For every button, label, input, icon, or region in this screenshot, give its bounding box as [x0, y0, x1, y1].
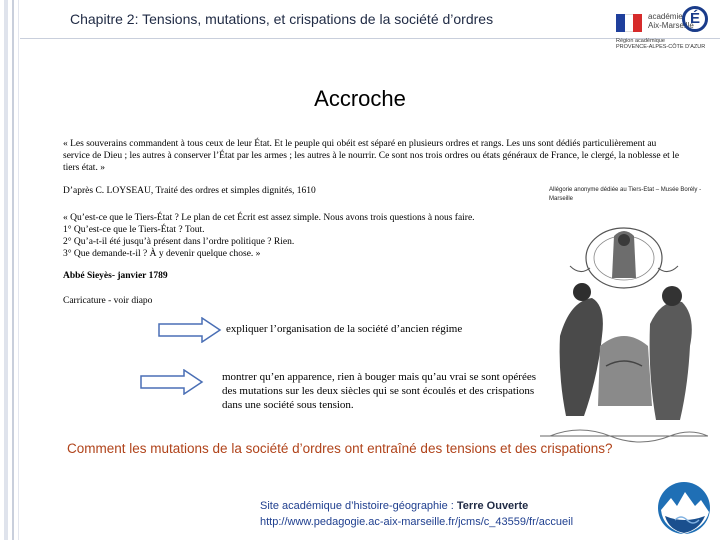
- page-title: Chapitre 2: Tensions, mutations, et crispations de la société d’ordres: [70, 11, 494, 27]
- arrow-right-icon: [158, 317, 222, 343]
- caricature-note: Carricature - voir diapo: [63, 296, 153, 306]
- decorative-bar: [12, 0, 14, 540]
- decorative-bar: [4, 0, 8, 540]
- sieyes-source: Abbé Sieyès- janvier 1789: [63, 271, 168, 281]
- logo-region: Région académique PROVENCE-ALPES-CÔTE D’AZUR: [616, 38, 706, 50]
- footer-site: [260, 500, 528, 512]
- decorative-bar: [18, 0, 19, 540]
- loyseau-quote: « Les souverains commandent à tous ceux de leur État. Et le peuple qui obéit est séparé en plusieurs ordres et rangs. Les uns sont dédiés particulièrement au service de Dieu ; les autres à conserver l’État par les armes ; les autres à le nourrir. Ce sont nos trois ordres ou états généraux de France, le clergé, la noblesse et le tiers état. »: [63, 139, 680, 173]
- problem-question: Comment les mutations de la société d’ordres ont entraîné des tensions et des crispations?: [67, 441, 613, 456]
- footer-prefix: Site académique d’histoire-géographie :: [260, 500, 457, 512]
- quote-line: « Qu’est-ce que le Tiers-État ? Le plan de cet Écrit est assez simple. Nous avons trois questions à nous faire.: [63, 213, 475, 223]
- task-explain: expliquer l’organisation de la société d’ancien régime: [226, 323, 463, 335]
- quote-line: 1° Qu’est-ce que le Tiers-État ? Tout.: [63, 225, 205, 235]
- academie-logo: [612, 4, 714, 52]
- logo-text: académie Aix-Marseille: [648, 12, 694, 30]
- quote-line: 2° Qu’a-t-il été jusqu’à présent dans l’ordre politique ? Rien.: [63, 237, 295, 247]
- quote-line: 3° Que demande-t-il ? À y devenir quelque chose. »: [63, 249, 261, 259]
- footer-url-link[interactable]: http://www.pedagogie.ac-aix-marseille.fr/jcms/c_43559/fr/accueil: [260, 516, 574, 528]
- loyseau-source: D’après C. LOYSEAU, Traité des ordres et simples dignités, 1610: [63, 186, 316, 196]
- academie-e-icon: É: [682, 6, 708, 32]
- image-caption: Allégorie anonyme dédiée au Tiers-Etat – Musée Borély - Marseille: [549, 187, 702, 202]
- task-show: montrer qu’en apparence, rien à bouger mais qu’au vrai se sont opérées des mutations sur les deux siècles qui se sont écoulés et des crispations dans une société sous tension.: [222, 371, 536, 411]
- section-heading: Accroche: [314, 86, 406, 111]
- french-flag-icon: [616, 14, 642, 32]
- terre-ouverte-logo-icon: [655, 480, 713, 536]
- sieyes-quote: [63, 212, 533, 260]
- arrow-right-icon: [140, 369, 204, 395]
- allegory-illustration: [540, 206, 708, 476]
- footer-site-name: Terre Ouverte: [456, 500, 529, 512]
